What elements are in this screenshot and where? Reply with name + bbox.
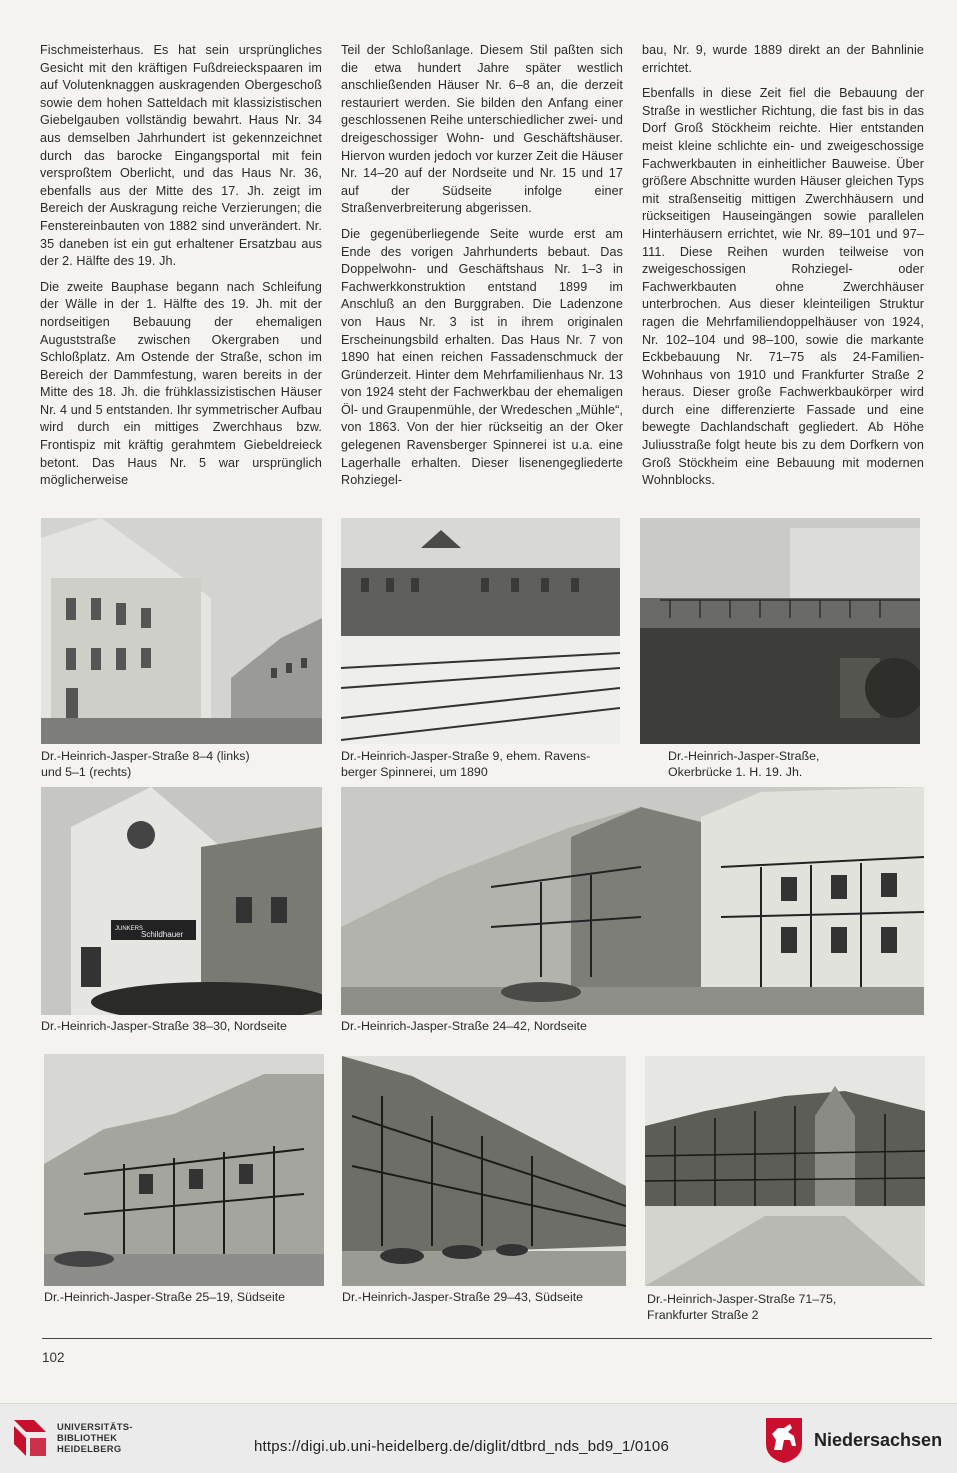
photo-street-71-75	[645, 1056, 925, 1286]
paragraph: Die zweite Bauphase begann nach Schleifung der Wälle in der 1. Hälfte des 19. Jh. mit der nordseitigen Bebauung der ehemaligen Auguststraße zwischen Okergraben und Schloßplatz. Am Ostende der Straße, schon im Bereich der Dammfestung, waren bereits in der Mitte des 18. Jh. die frühklassizistischen Häuser Nr. 4 und 5 entstanden. Ihr symmetrischer Aufbau wird durch ein mittiges Zwerchhaus bzw. Frontispiz mit kräftig gerahmtem Giebeldreieck betont. Das Haus Nr. 5 war ursprünglich möglicherweise	[40, 279, 323, 488]
photo-ravensberger-spinnerei	[341, 518, 620, 744]
viewer-footer	[0, 1403, 957, 1473]
paragraph: Die gegenüberliegende Seite wurde erst am Ende des vorigen Jahrhunderts bebaut. Das Doppelwohn- und Geschäftshaus Nr. 1–3 in Fachwerkkonstruktion entstand 1899 im Anschluß an den Burggraben. Die Ladenzone von Haus Nr. 3 ist in ihrem originalen Erscheinungsbild erhalten. Das Haus Nr. 7 von 1890 hat einen reichen Fassadenschmuck der Gründerzeit. Hinter dem Mehrfamilienhaus Nr. 13 von 1924 steht der Fachwerkbau der ehemaligen Öl- und Graupenmühle, der Wredeschen „Mühle“, von 1863. Von der hier rückseitig an der Oker gelegenen Ravensberger Spinnerei ist u.a. eine Lagerhalle erhalten. Dieser lisenengegliederte Rohziegel-	[341, 226, 623, 488]
text-column-1	[40, 42, 322, 490]
photo-caption: Dr.-Heinrich-Jasper-Straße, Okerbrücke 1. H. 19. Jh.	[668, 749, 820, 779]
paragraph: bau, Nr. 9, wurde 1889 direkt an der Bahnlinie errichtet.	[642, 43, 924, 75]
footer-rule	[42, 1338, 932, 1339]
lower-saxony-horse-icon[interactable]	[762, 1416, 806, 1464]
paragraph: Ebenfalls in diese Zeit fiel die Bebauung der Straße in westlicher Richtung, die fast bis in das Dorf Groß Stöckheim reichte. Hier entstanden meist kleine schlichte ein- und zweigeschossige Fachwerkbauten in einheitlicher Bauweise. Über größere Abschnitte wurden Häuser gleichen Typs mit straßenseitig mittigen Zwerchhäusern und rückseitigen Hauseingängen sowie parallelen Hinterhäusern errichtet, wie Nr. 89–101 und 97–111. Diese Reihen wurden teilweise von zweigeschossigen Rohziegel- oder Fachwerkbauten ohne Zwerchhäuser unterbrochen. Aus dieser kleinteiligen Struktur ragen die Mehrfamiliendoppelhäuser von 1924, Nr. 102–104 und 98–100, sowie die markante Eckbebauung Nr. 71–75 als 24-Familien-Wohnhaus von 1910 und Frankfurter Straße 2 heraus. Dieser große Fachwerkbaukörper wird durch eine differenzierte Fassade und eine bewegte Dachlandschaft gegliedert. Ab Höhe Juliusstraße folgt heute bis zu dem Dorfkern von Groß Stöckheim eine Bebauung mit modernen Wohnblocks.	[642, 86, 924, 488]
document-url-link[interactable]: https://digi.ub.uni-heidelberg.de/diglit/dtbrd_nds_bd9_1/0106	[254, 1438, 670, 1455]
state-name[interactable]: Niedersachsen	[814, 1430, 943, 1450]
photo-street-8-4	[41, 518, 322, 744]
photo-caption: Dr.-Heinrich-Jasper-Straße 9, ehem. Ravens- berger Spinnerei, um 1890	[341, 749, 591, 779]
library-name[interactable]: UNIVERSITÄTS- BIBLIOTHEK HEIDELBERG	[57, 1421, 133, 1454]
photo-caption: Dr.-Heinrich-Jasper-Straße 25–19, Südseite	[44, 1290, 286, 1304]
ub-heidelberg-logo-icon[interactable]	[10, 1416, 50, 1460]
photo-street-24-42	[341, 787, 924, 1015]
photo-okerbruecke	[640, 518, 920, 744]
photo-caption: Dr.-Heinrich-Jasper-Straße 8–4 (links) und 5–1 (rechts)	[41, 749, 250, 779]
text-column-3	[642, 42, 924, 490]
shop-sign-junkers: JUNKERS	[115, 926, 144, 932]
shop-sign-schildhauer: Schildhauer	[141, 930, 184, 939]
photo-caption: Dr.-Heinrich-Jasper-Straße 38–30, Nordseite	[41, 1019, 287, 1033]
page-number: 102	[42, 1350, 65, 1365]
photo-caption: Dr.-Heinrich-Jasper-Straße 24–42, Nordseite	[341, 1019, 587, 1033]
paragraph: Teil der Schloßanlage. Diesem Stil paßten sich die etwa hundert Jahre später westlich anschließenden Häuser Nr. 6–8 an, die derzeit restauriert werden. Sie bilden den Anfang einer geschlossenen Reihe unterschiedlicher zwei- und dreigeschossiger Wohn- und Geschäftshäuser. Hiervon wurden jedoch vor kurzer Zeit die Häuser Nr. 14–20 auf der Nordseite und Nr. 15 und 17 auf der Südseite infolge einer Straßenverbreiterung abgerissen.	[341, 43, 623, 216]
photo-street-25-19	[44, 1054, 324, 1286]
photo-caption: Dr.-Heinrich-Jasper-Straße 29–43, Südseite	[342, 1290, 584, 1304]
photo-caption: Dr.-Heinrich-Jasper-Straße 71–75, Frankfurter Straße 2	[647, 1292, 837, 1322]
photo-street-38-30	[41, 787, 322, 1015]
photo-street-29-43	[342, 1056, 626, 1286]
paragraph: Fischmeisterhaus. Es hat sein ursprüngliches Gesicht mit den kräftigen Fußdreieckspaaren im auf Volutenknaggen auskragenden Obergeschoß sowie dem hohen Satteldach mit klassizistischen Giebelgauben vollständig bewahrt. Haus Nr. 34 aus demselben Jahrhundert ist gekennzeichnet durch das barocke Eingangsportal mit fein versproßtem Oberlicht, und das Haus Nr. 36, ebenfalls aus der Mitte des 17. Jh. zeigt im Bereich der Auskragung reiche Verzierungen; die Fenstereinbauten von 1882 sind unverändert. Nr. 35 daneben ist ein gut erhaltener Ersatzbau aus der 2. Hälfte des 19. Jh.	[40, 43, 322, 269]
text-column-2	[341, 42, 623, 490]
